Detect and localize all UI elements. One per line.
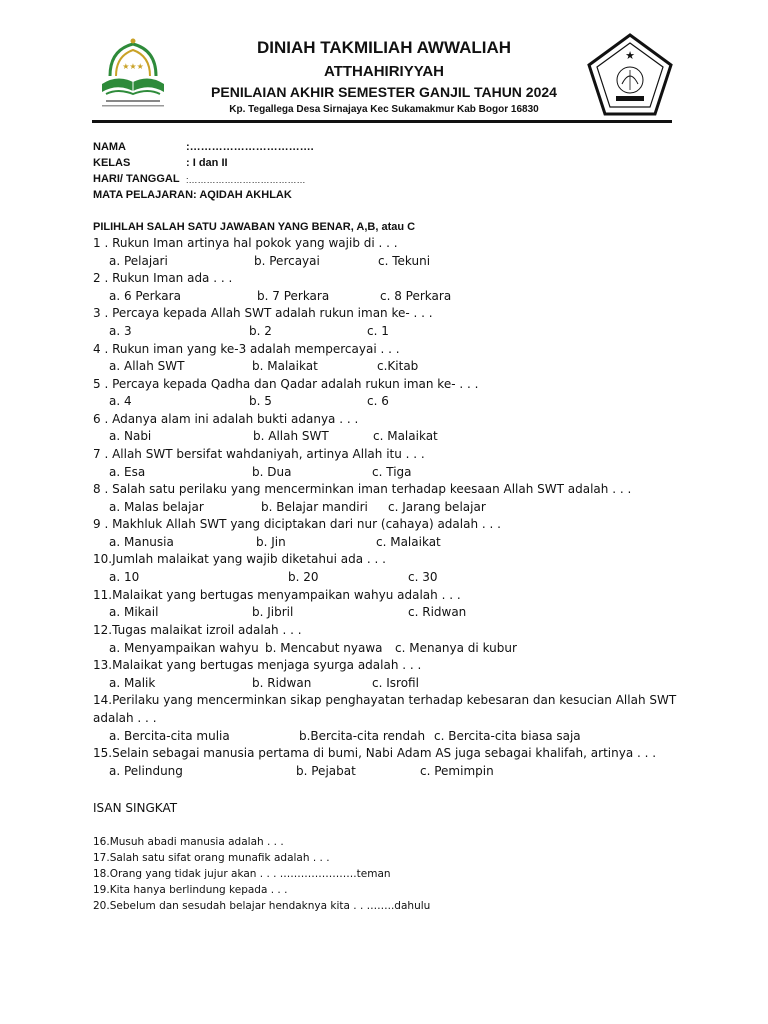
question-15: 15.Selain sebagai manusia pertama di bumi, Nabi Adam AS juga sebagai khalifah, artinya . . . <box>93 746 657 760</box>
question-13-option-a: a. Malik <box>109 676 156 690</box>
question-11-option-a: a. Mikail <box>109 605 159 619</box>
question-10-option-b: b. 20 <box>288 570 319 584</box>
question-4: 4 . Rukun iman yang ke-3 adalah mempercayai . . . <box>93 342 400 356</box>
question-2-option-c: c. 8 Perkara <box>380 289 452 303</box>
question-10-option-a: a. 10 <box>109 570 140 584</box>
question-11: 11.Malaikat yang bertugas menyampaikan wahyu adalah . . . <box>93 588 461 602</box>
question-14-option-a: a. Bercita-cita mulia <box>109 729 230 743</box>
question-10: 10.Jumlah malaikat yang wajib diketahui ada . . . <box>93 552 386 566</box>
question-2-option-b: b. 7 Perkara <box>257 289 330 303</box>
question-9-option-a: a. Manusia <box>109 535 174 549</box>
question-10-option-c: c. 30 <box>408 570 438 584</box>
question-3-option-a: a. 3 <box>109 324 132 338</box>
question-3-option-b: b. 2 <box>249 324 272 338</box>
question-6-option-b: b. Allah SWT <box>253 429 329 443</box>
nama-label: NAMA <box>93 141 126 153</box>
school-address: Kp. Tegallega Desa Sirnajaya Kec Sukamakmur Kab Bogor 16830 <box>229 104 539 115</box>
question-2: 2 . Rukun Iman ada . . . <box>93 271 233 285</box>
question-4-option-a: a. Allah SWT <box>109 359 185 373</box>
question-3-option-c: c. 1 <box>367 324 389 338</box>
question-8-option-c: c. Jarang belajar <box>388 500 486 514</box>
school-subtitle: ATTHAHIRIYYAH <box>323 63 444 80</box>
question-15-option-b: b. Pejabat <box>296 764 356 778</box>
question-14-continued: adalah . . . <box>93 711 157 725</box>
exam-title: PENILAIAN AKHIR SEMESTER GANJIL TAHUN 2024 <box>211 84 557 100</box>
question-11-option-c: c. Ridwan <box>408 605 467 619</box>
short-question-19: 19.Kita hanya berlindung kepada . . . <box>93 884 288 896</box>
question-4-option-b: b. Malaikat <box>252 359 318 373</box>
question-9-option-c: c. Malaikat <box>376 535 441 549</box>
short-question-17: 17.Salah satu sifat orang munafik adalah . . . <box>93 852 330 864</box>
kelas-label: KELAS <box>93 157 131 169</box>
question-13: 13.Malaikat yang bertugas menjaga syurga adalah . . . <box>93 658 422 672</box>
question-14: 14.Perilaku yang mencerminkan sikap penghayatan terhadap kebesaran dan kesucian Allah SWT <box>93 693 677 707</box>
question-11-option-b: b. Jibril <box>252 605 294 619</box>
question-6: 6 . Adanya alam ini adalah bukti adanya . . . <box>93 412 359 426</box>
question-2-option-a: a. 6 Perkara <box>109 289 181 303</box>
question-8-option-b: b. Belajar mandiri <box>261 500 368 514</box>
school-name: DINIAH TAKMILIAH AWWALIAH <box>256 38 512 57</box>
question-13-option-b: b. Ridwan <box>252 676 312 690</box>
question-9: 9 . Makhluk Allah SWT yang diciptakan dari nur (cahaya) adalah . . . <box>93 517 501 531</box>
question-1: 1 . Rukun Iman artinya hal pokok yang wajib di . . . <box>93 236 398 250</box>
question-1-option-b: b. Percayai <box>254 254 320 268</box>
question-12-option-c: c. Menanya di kubur <box>395 641 517 655</box>
question-7-option-c: c. Tiga <box>372 465 412 479</box>
mapel-text: MATA PELAJARAN: AQIDAH AKHLAK <box>93 189 292 201</box>
nama-value: :……………………………. <box>186 141 314 153</box>
question-1-option-c: c. Tekuni <box>378 254 431 268</box>
instruction: PILIHLAH SALAH SATU JAWABAN YANG BENAR, A,B, atau C <box>93 221 416 233</box>
question-8-option-a: a. Malas belajar <box>109 500 204 514</box>
question-13-option-c: c. Isrofil <box>372 676 419 690</box>
question-6-option-a: a. Nabi <box>109 429 152 443</box>
question-15-option-a: a. Pelindung <box>109 764 183 778</box>
question-4-option-c: c.Kitab <box>377 359 419 373</box>
question-8: 8 . Salah satu perilaku yang mencerminkan iman terhadap keesaan Allah SWT adalah . . . <box>93 482 632 496</box>
question-7-option-b: b. Dua <box>252 465 292 479</box>
short-answer-heading: ISAN SINGKAT <box>93 801 178 815</box>
question-7: 7 . Allah SWT bersifat wahdaniyah, artinya Allah itu . . . <box>93 447 425 461</box>
question-12-option-b: b. Mencabut nyawa <box>265 641 383 655</box>
svg-text:★: ★ <box>625 49 635 62</box>
question-14-option-b: b.Bercita-cita rendah <box>299 729 426 743</box>
question-5: 5 . Percaya kepada Qadha dan Qadar adalah rukun iman ke- . . . <box>93 377 479 391</box>
short-question-20: 20.Sebelum dan sesudah belajar hendaknya kita . . ……..dahulu <box>93 900 431 912</box>
short-question-16: 16.Musuh abadi manusia adalah . . . <box>93 836 284 848</box>
header-divider <box>92 120 672 123</box>
question-3: 3 . Percaya kepada Allah SWT adalah rukun iman ke- . . . <box>93 306 433 320</box>
question-9-option-b: b. Jin <box>256 535 286 549</box>
hari-label: HARI/ TANGGAL <box>93 173 180 185</box>
question-6-option-c: c. Malaikat <box>373 429 438 443</box>
question-14-option-c: c. Bercita-cita biasa saja <box>434 729 581 743</box>
svg-text:★★★: ★★★ <box>122 62 144 71</box>
question-5-option-a: a. 4 <box>109 394 132 408</box>
question-5-option-c: c. 6 <box>367 394 389 408</box>
hari-value: :………………………………… <box>186 175 306 185</box>
question-15-option-c: c. Pemimpin <box>420 764 494 778</box>
question-1-option-a: a. Pelajari <box>109 254 168 268</box>
question-12-option-a: a. Menyampaikan wahyu <box>109 641 259 655</box>
question-7-option-a: a. Esa <box>109 465 146 479</box>
question-12: 12.Tugas malaikat izroil adalah . . . <box>93 623 302 637</box>
short-question-18: 18.Orang yang tidak jujur akan . . . ………………….teman <box>93 868 391 880</box>
kelas-value: : I dan II <box>186 157 228 169</box>
question-5-option-b: b. 5 <box>249 394 272 408</box>
